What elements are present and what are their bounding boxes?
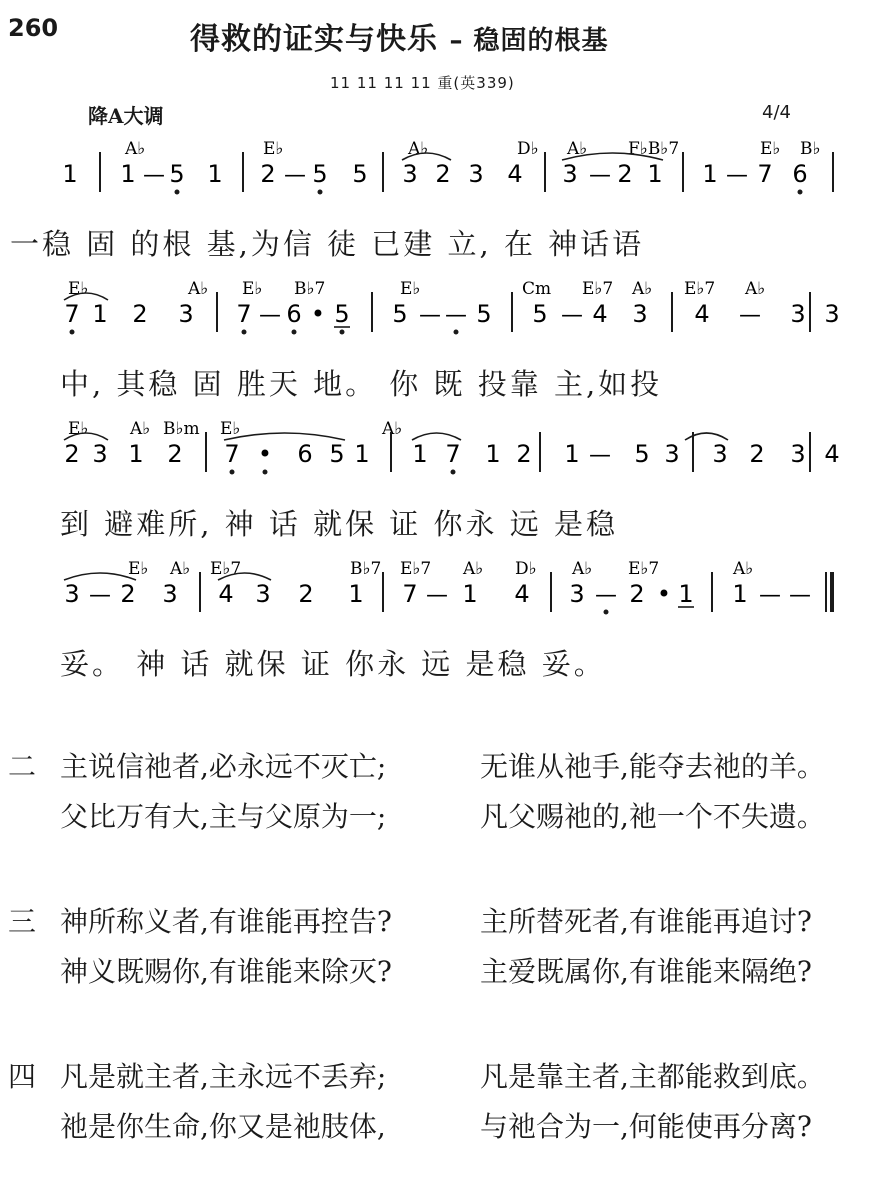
note: 1 (462, 580, 478, 608)
chord-symbol: E♭ (220, 419, 241, 439)
chord-symbol: A♭ (170, 559, 191, 579)
note: 1 (62, 160, 78, 188)
note: 6 (297, 440, 313, 468)
note: 7 (402, 580, 418, 608)
chord-symbol: E♭ (242, 279, 263, 299)
chord-symbol: E♭ (400, 279, 421, 299)
note: 3 (790, 300, 806, 328)
key-signature: 降A大调 (88, 104, 164, 128)
verse-number: 二 (8, 750, 37, 783)
dash-symbol: — (589, 443, 611, 468)
verse-line: 无谁从祂手,能夺去祂的羊。 (480, 750, 825, 783)
title-subtitle: – 稳固的根基 (449, 26, 609, 56)
note: 7 (224, 440, 240, 468)
note: 1 (732, 580, 748, 608)
note: 5 (392, 300, 408, 328)
note: 1 (92, 300, 108, 328)
note: 4 (694, 300, 710, 328)
note: 3 (64, 580, 80, 608)
note: 1 (412, 440, 428, 468)
note: 1 (207, 160, 223, 188)
note: 1 (128, 440, 144, 468)
dash-symbol: — (259, 303, 281, 328)
chord-symbol: E♭7 (400, 559, 432, 579)
note: 1 (485, 440, 501, 468)
note: 1 (348, 580, 364, 608)
note: 3 (824, 300, 840, 328)
chord-symbol: A♭ (408, 139, 429, 159)
note: 5 (634, 440, 650, 468)
octave-dot (70, 330, 75, 335)
note: 5 (334, 300, 350, 328)
note: 5 (476, 300, 492, 328)
slur-arc (412, 433, 461, 440)
verse-line: 祂是你生命,你又是祂肢体, (60, 1110, 386, 1143)
dash-symbol: — (445, 303, 467, 328)
slur-arc (224, 433, 345, 440)
octave-dot (242, 330, 247, 335)
note: 1 (702, 160, 718, 188)
dash-symbol: — (759, 583, 781, 608)
note: 5 (532, 300, 548, 328)
note: 3 (255, 580, 271, 608)
verse-number: 三 (8, 905, 37, 938)
note: 1 (564, 440, 580, 468)
time-signature: 4/4 (762, 102, 791, 123)
note: 2 (260, 160, 276, 188)
note: 2 (749, 440, 765, 468)
note: 5 (329, 440, 345, 468)
chord-symbol: E♭ (263, 139, 284, 159)
note: 2 (516, 440, 532, 468)
lyric-line: 中, 其稳 固 胜天 地。 你 既 投靠 主,如投 (60, 367, 663, 401)
hymn-number: 260 (8, 14, 59, 42)
dot-symbol: • (310, 300, 326, 328)
dash-symbol: — (561, 303, 583, 328)
note: 1 (678, 580, 694, 608)
dot-symbol: • (656, 580, 672, 608)
note: 3 (178, 300, 194, 328)
dash-symbol: — (284, 163, 306, 188)
slur-arc (685, 433, 728, 440)
chord-symbol: Cm (522, 279, 552, 299)
note: 1 (354, 440, 370, 468)
verse-number: 四 (8, 1060, 37, 1093)
note: 4 (824, 440, 840, 468)
note: 5 (169, 160, 185, 188)
dash-symbol: — (89, 583, 111, 608)
octave-dot (798, 190, 803, 195)
note: 2 (298, 580, 314, 608)
chord-symbol: D♭ (515, 559, 537, 579)
note: 3 (468, 160, 484, 188)
note: 3 (402, 160, 418, 188)
note: 2 (132, 300, 148, 328)
dash-symbol: — (419, 303, 441, 328)
octave-dot (451, 470, 456, 475)
chord-symbol: B♭ (800, 139, 821, 159)
verse-line: 主所替死者,有谁能再追讨? (480, 905, 812, 938)
note: 4 (514, 580, 530, 608)
note: 6 (286, 300, 302, 328)
chord-symbol: B♭7 (294, 279, 326, 299)
verse-line: 凡父赐祂的,祂一个不失遗。 (480, 800, 825, 833)
note: 3 (664, 440, 680, 468)
chord-symbol: E♭7 (628, 559, 660, 579)
chord-symbol: A♭ (188, 279, 209, 299)
chord-symbol: B♭m (163, 419, 200, 439)
chord-symbol: A♭ (130, 419, 151, 439)
chord-symbol: E♭7 (210, 559, 242, 579)
note: 2 (120, 580, 136, 608)
verse-line: 凡是靠主者,主都能救到底。 (480, 1060, 825, 1093)
note: 1 (647, 160, 663, 188)
octave-dot (292, 330, 297, 335)
dash-symbol: — (739, 303, 761, 328)
verse-line: 凡是就主者,主永远不丢弃; (60, 1060, 387, 1093)
note: 2 (617, 160, 633, 188)
dash-symbol: — (589, 163, 611, 188)
lyric-line: 妥。 神 话 就保 证 你永 远 是稳 妥。 (60, 647, 606, 681)
title-main: 得救的证实与快乐 (190, 22, 438, 57)
chord-symbol: E♭ (68, 419, 89, 439)
octave-dot (230, 470, 235, 475)
note: 3 (569, 580, 585, 608)
chord-symbol: E♭7 (684, 279, 716, 299)
chord-symbol: E♭ (128, 559, 149, 579)
verse-line: 主爱既属你,有谁能来隔绝? (480, 955, 812, 988)
note: 3 (562, 160, 578, 188)
note: 2 (629, 580, 645, 608)
octave-dot (175, 190, 180, 195)
chord-symbol: A♭ (745, 279, 766, 299)
verse-line: 神所称义者,有谁能再控告? (60, 905, 392, 938)
verse-line: 神义既赐你,有谁能来除灭? (60, 955, 392, 988)
note: 2 (64, 440, 80, 468)
note: 4 (218, 580, 234, 608)
note: 6 (792, 160, 808, 188)
note: 4 (507, 160, 523, 188)
chord-symbol: A♭ (125, 139, 146, 159)
note: 7 (236, 300, 252, 328)
verse-line: 父比万有大,主与父原为一; (60, 800, 387, 833)
note: 2 (435, 160, 451, 188)
chord-symbol: A♭ (572, 559, 593, 579)
verse-line: 与祂合为一,何能使再分离? (480, 1110, 812, 1143)
octave-dot (340, 330, 345, 335)
meter-line: 11 11 11 11 重(英339) (330, 74, 515, 92)
note: 4 (592, 300, 608, 328)
note: 7 (64, 300, 80, 328)
note: 3 (712, 440, 728, 468)
note: 3 (92, 440, 108, 468)
chord-symbol: F♭B♭7 (628, 139, 680, 159)
chord-symbol: B♭7 (350, 559, 382, 579)
slur-arc (64, 573, 136, 580)
chord-symbol: A♭ (632, 279, 653, 299)
note: 2 (167, 440, 183, 468)
chord-symbol: A♭ (567, 139, 588, 159)
octave-dot (263, 470, 268, 475)
octave-dot (604, 610, 609, 615)
dot-symbol: • (257, 440, 273, 468)
note: 5 (312, 160, 328, 188)
dash-symbol: — (595, 583, 617, 608)
dash-symbol: — (726, 163, 748, 188)
chord-symbol: E♭ (760, 139, 781, 159)
note: 7 (445, 440, 461, 468)
note: 3 (162, 580, 178, 608)
chord-symbol: A♭ (382, 419, 403, 439)
dash-symbol: — (426, 583, 448, 608)
note: 3 (632, 300, 648, 328)
note: 3 (790, 440, 806, 468)
chord-symbol: A♭ (463, 559, 484, 579)
lyric-line: 一稳 固 的根 基,为信 徒 已建 立, 在 神话语 (10, 227, 645, 261)
chord-symbol: A♭ (733, 559, 754, 579)
note: 7 (757, 160, 773, 188)
octave-dot (454, 330, 459, 335)
note: 5 (352, 160, 368, 188)
octave-dot (318, 190, 323, 195)
chord-symbol: E♭ (68, 279, 89, 299)
dash-symbol: — (143, 163, 165, 188)
verse-line: 主说信祂者,必永远不灭亡; (60, 750, 387, 783)
note: 1 (120, 160, 136, 188)
dash-symbol: — (789, 583, 811, 608)
chord-symbol: D♭ (517, 139, 539, 159)
chord-symbol: E♭7 (582, 279, 614, 299)
lyric-line: 到 避难所, 神 话 就保 证 你永 远 是稳 (60, 507, 618, 541)
